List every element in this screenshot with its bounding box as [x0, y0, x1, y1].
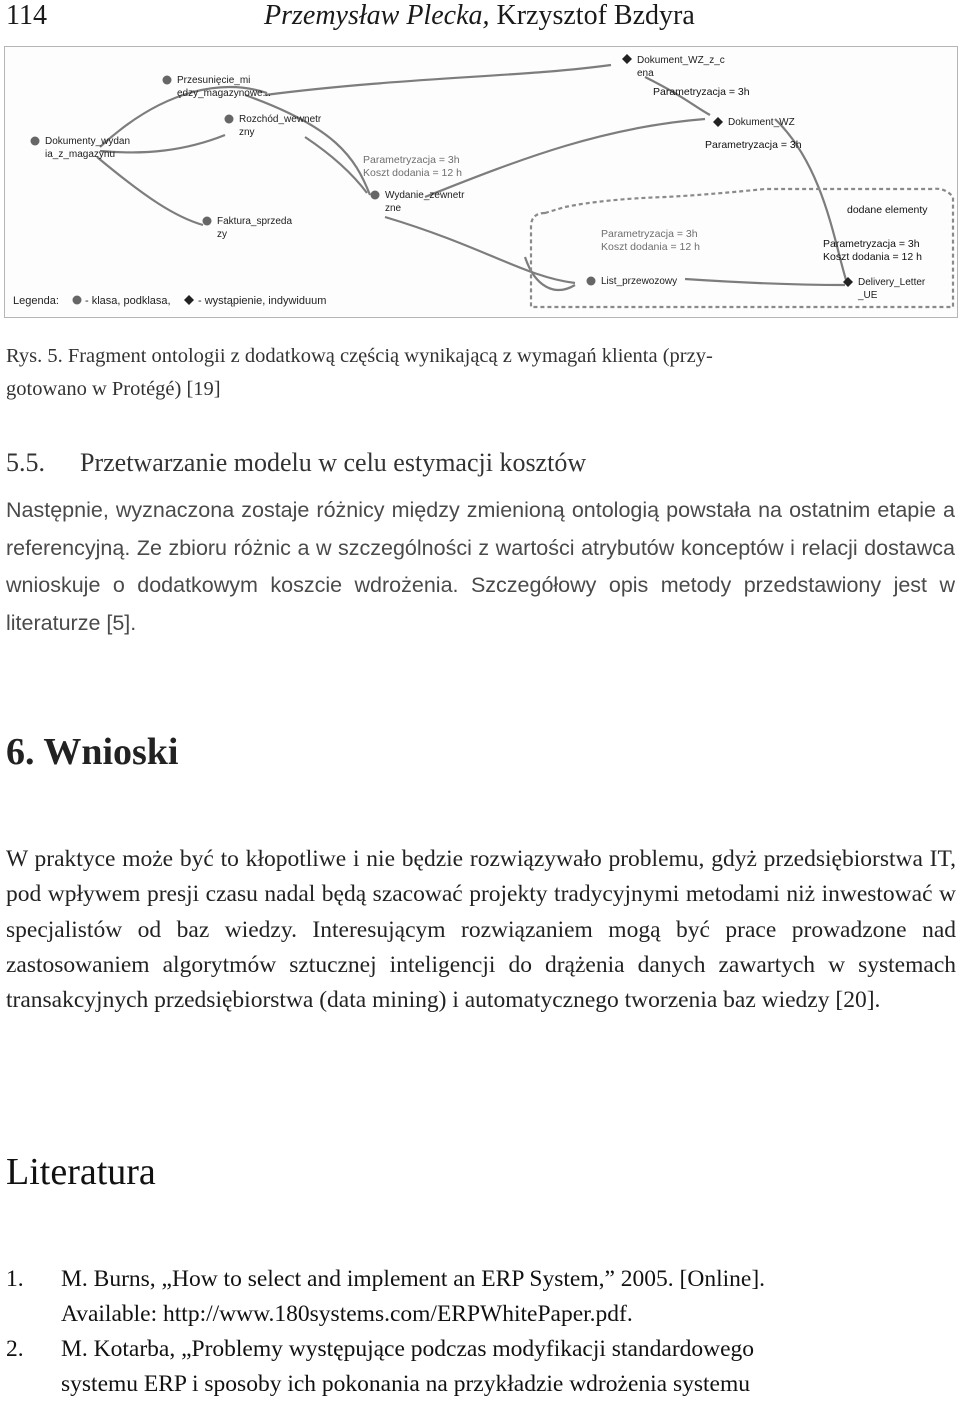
section-6-heading: 6. Wnioski [6, 731, 179, 773]
reference-list [6, 1262, 956, 1402]
node-dokumentwzz-l2: ena [637, 68, 654, 79]
edge-labels [363, 86, 928, 263]
label-left-cost: Koszt dodania = 12 h [601, 241, 700, 253]
ontology-figure [4, 46, 958, 318]
authors-plain: Krzysztof Bzdyra [496, 0, 695, 31]
node-dokumenty-l2: ia_z_magazynu [45, 149, 116, 160]
reference-line: M. Burns, „How to select and implement an ERP System,” 2005. [Online]. [61, 1266, 766, 1292]
node-dokumentwz: Dokument_WZ [728, 117, 795, 128]
edge-dokumenty-faktura [97, 157, 203, 225]
node-rozchod-l2: zny [239, 127, 255, 138]
node-list: List_przewozowy [601, 276, 678, 287]
section-5-5-paragraph: Następnie, wyznaczona zostaje różnicy między zmienioną ontologią powstała na ostatnim etapie a referencyjną. Ze zbioru różnic a w szczególności z wartości atrybutów konceptów i relacji dostawca wnioskuje o dodatkowym koszcie wdrożenia. Szczegółowy opis metody przedstawiony jest w literaturze [5]. [6, 498, 955, 635]
label-top-param: Parametryzacja = 3h [653, 86, 750, 98]
faktura-dot [203, 217, 212, 226]
label-added-elements: dodane elementy [847, 204, 928, 216]
rozchod-dot [225, 115, 234, 124]
label-center-param: Parametryzacja = 3h [363, 154, 460, 166]
node-rozchod-l1: Rozchód_wewnetr [239, 114, 322, 125]
caption-line-2: gotowano w Protégé) [19] [6, 378, 221, 400]
section-5-5-number: 5.5. [6, 448, 45, 477]
label-right-param: Parametryzacja = 3h [705, 139, 802, 151]
list-dot [587, 277, 596, 286]
label-left-param: Parametryzacja = 3h [601, 228, 698, 240]
edge-przesuniecie-wydanie [245, 95, 370, 195]
reference-item [6, 1332, 956, 1402]
running-authors [264, 0, 695, 32]
literature-heading: Literatura [6, 1151, 156, 1193]
node-przesuniecie-l1: Przesunięcie_mi [177, 75, 251, 86]
page-number: 114 [6, 0, 47, 31]
node-faktura-l2: zy [217, 229, 227, 240]
reference-item [6, 1262, 956, 1332]
reference-line: M. Kotarba, „Problemy występujące podczas modyfikacji standardowego [61, 1336, 755, 1362]
edge-wydanie-list [385, 217, 575, 283]
reference-number: 2. [6, 1336, 24, 1362]
section-6-paragraph: W praktyce może być to kłopotliwe i nie będzie rozwiązywało problemu, gdyż przedsiębiorstwa IT, pod wpływem presji czasu nadal będą szacować projekty tradycyjnymi metodami niż inwestować w specjalistów od baz wiedzy. Interesującym rozwiązaniem mogą być prace prowadzone nad zastosowaniem algorytmów sztucznej inteligencji do drążenia danych zawartych w systemach transakcyjnych przedsiębiorstwa (data mining) i automatycznego tworzenia baz wiedzy [20]. [6, 846, 956, 1014]
section-5-5-title: Przetwarzanie modelu w celu estymacji kosztów [80, 448, 587, 477]
node-dokumentwzz-l1: Dokument_WZ_z_c [637, 55, 725, 66]
node-faktura-l1: Faktura_sprzeda [217, 216, 293, 227]
reference-line: Available: http://www.180systems.com/ERPWhitePaper.pdf. [61, 1301, 633, 1327]
reference-number: 1. [6, 1266, 24, 1292]
legend-class-icon [73, 296, 82, 305]
node-wydanie-l1: Wydanie_zewnetr [385, 190, 465, 201]
running-header [6, 0, 956, 40]
przesuniecie-dot [163, 76, 172, 85]
label-box-param: Parametryzacja = 3h [823, 238, 920, 250]
node-przesuniecie-l2: ędzy_magazynowe... [177, 88, 271, 99]
node-delivery-l2: _UE [858, 290, 878, 301]
label-box-cost: Koszt dodania = 12 h [823, 251, 922, 263]
ontology-graph [5, 47, 957, 317]
legend-class-text: - klasa, podklasa, [85, 295, 171, 307]
edge-list-delivery [685, 279, 845, 285]
dokumentwz-diamond [713, 117, 723, 127]
figure-legend [13, 295, 326, 307]
edge-przesuniecie-dokumentwzz [265, 65, 611, 95]
caption-line-1: Rys. 5. Fragment ontologii z dodatkową częścią wynikającą z wymagań klienta (przy- [6, 345, 713, 367]
legend-label: Legenda: [13, 295, 59, 307]
wydanie-dot [371, 191, 380, 200]
legend-instance-text: - wystąpienie, indywiduum [198, 295, 327, 307]
node-dokumenty-l1: Dokumenty_wydan [45, 136, 131, 147]
reference-line: systemu ERP i sposoby ich pokonania na przykładzie wdrożenia systemu [61, 1371, 750, 1397]
section-5-5-heading [6, 448, 586, 478]
label-center-cost: Koszt dodania = 12 h [363, 167, 462, 179]
node-delivery-l1: Delivery_Letter [858, 277, 926, 288]
edge-wydanie-dokumentwz [425, 119, 705, 197]
authors-italic: Przemysław Plecka, [264, 0, 490, 31]
edge-rozchod-wydanie [305, 137, 367, 193]
node-wydanie-l2: zne [385, 203, 402, 214]
dokumenty-dot [31, 137, 40, 146]
dokumentwzz-diamond [622, 54, 632, 64]
figure-caption [6, 340, 946, 406]
legend-instance-icon [184, 295, 194, 305]
